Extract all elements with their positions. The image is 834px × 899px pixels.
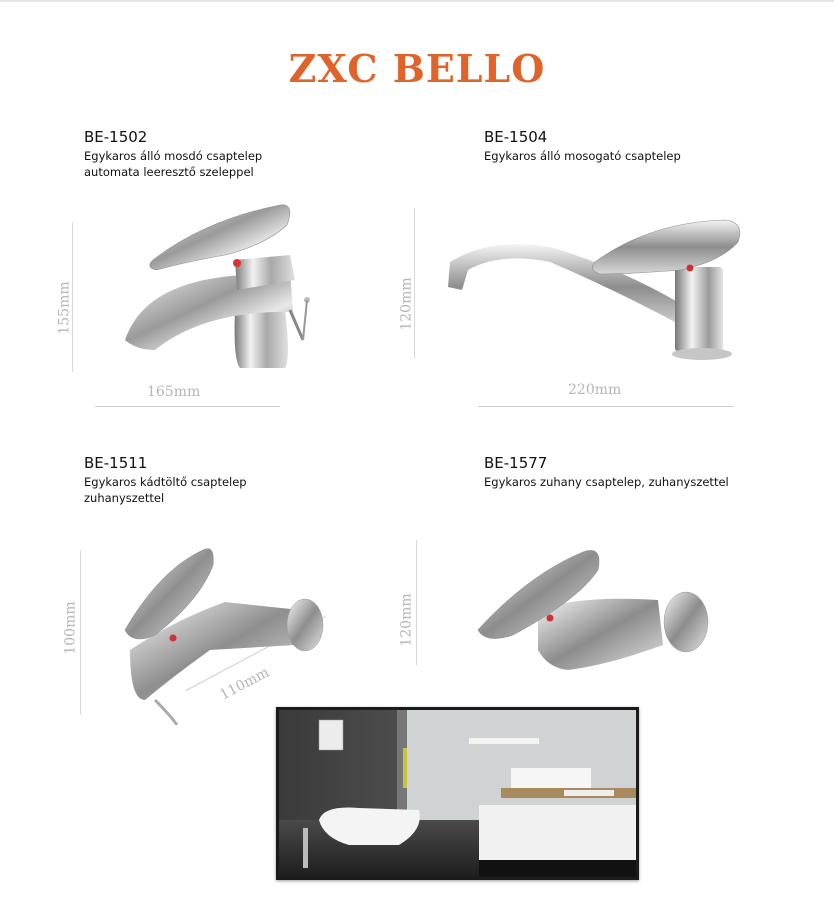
product-code: BE-1577 xyxy=(484,454,548,472)
product-description xyxy=(84,148,262,180)
width-dimension-label: 220mm xyxy=(568,382,622,398)
description-line: Egykaros zuhany csaptelep, zuhanyszettel xyxy=(484,475,729,489)
width-dimension-label: 165mm xyxy=(147,384,201,400)
kitchen-mixer-image xyxy=(440,212,750,372)
width-dimension-line xyxy=(478,406,734,407)
product-code: BE-1511 xyxy=(84,454,148,472)
bathroom-scene xyxy=(279,710,636,877)
product-description xyxy=(484,148,681,164)
height-dimension-label: 100mm xyxy=(62,601,79,655)
product-description xyxy=(484,474,729,490)
product-description xyxy=(84,474,247,506)
height-dimension-label: 120mm xyxy=(398,593,415,647)
description-line: Egykaros álló mosdó csaptelep xyxy=(84,149,263,163)
height-dimension-line xyxy=(80,550,81,715)
height-dimension-label: 155mm xyxy=(56,281,73,335)
description-line: zuhanyszettel xyxy=(84,491,165,505)
description-line: Egykaros álló mosogató csaptelep xyxy=(484,149,681,163)
shower-mixer-image xyxy=(468,540,728,685)
top-rule xyxy=(0,0,834,2)
product-code: BE-1502 xyxy=(84,128,148,146)
height-dimension-label: 120mm xyxy=(398,277,415,331)
product-code: BE-1504 xyxy=(484,128,548,146)
description-line: automata leeresztő szeleppel xyxy=(84,165,254,179)
width-dimension-line xyxy=(95,406,280,407)
height-dimension-line xyxy=(416,540,417,665)
brand-title: ZXC BELLO xyxy=(288,46,546,91)
width-dimension-label: 110mm xyxy=(217,664,272,704)
description-line: Egykaros kádtöltő csaptelep xyxy=(84,475,247,489)
basin-mixer-image xyxy=(115,200,330,380)
bath-mixer-image xyxy=(115,540,330,725)
bathroom-photo xyxy=(276,707,639,880)
